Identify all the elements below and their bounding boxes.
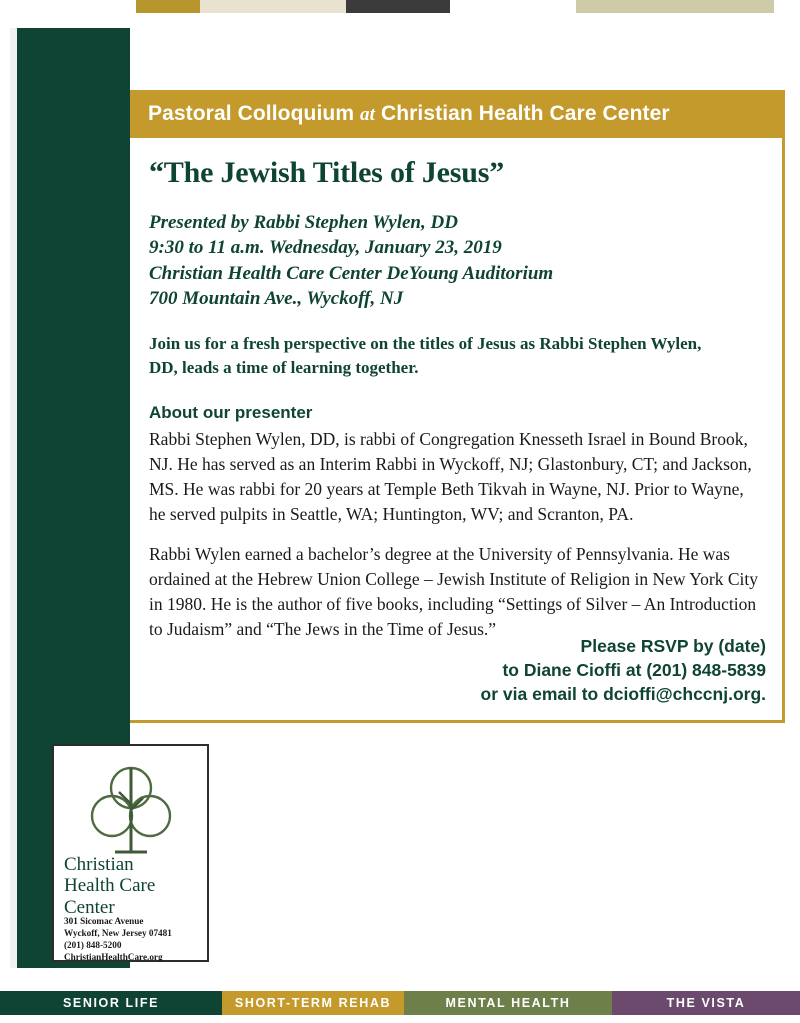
logo-website[interactable]: ChristianHealthCare.org	[64, 952, 163, 963]
flyer-header-text	[130, 102, 670, 126]
trefoil-tree-logo-icon	[79, 758, 183, 859]
event-time-line: 9:30 to 11 a.m. Wednesday, January 23, 2019	[149, 237, 502, 259]
logo-name-line-2: Health Care	[64, 875, 156, 897]
event-venue-line: Christian Health Care Center DeYoung Auditorium	[149, 262, 554, 284]
flyer-card	[130, 90, 785, 723]
logo-name-line-3: Center	[64, 896, 115, 918]
rsvp-line-1: Please RSVP by (date)	[580, 635, 766, 656]
top-strip-gold-segment	[136, 0, 200, 13]
flyer-header-lead: Pastoral Colloquium	[148, 102, 355, 125]
about-paragraph-2: Rabbi Wylen earned a bachelor’s degree at the University of Pennsylvania. He was ordained at the Hebrew Union College – Jewish Institute of Religion in New York City in 1980. He is the author of five books, including “Settings of Silver – An Introduction to Judaism” and “The Jews in the Time of Jesus.”	[149, 544, 759, 639]
top-strip-dark-segment	[346, 0, 450, 13]
logo-organization-name	[64, 854, 155, 918]
flyer-header-connector: at	[360, 104, 376, 125]
rsvp-line-3: or via email to dcioffi@chccnj.org.	[480, 683, 766, 704]
footer-item-the-vista[interactable]: THE VISTA	[612, 991, 800, 1015]
top-decorative-strip	[0, 0, 800, 18]
presenter-line: Presented by Rabbi Stephen Wylen, DD	[149, 212, 458, 233]
organization-logo-box	[52, 744, 209, 962]
logo-address-street: 301 Sicomac Avenue	[64, 916, 144, 926]
rsvp-line-2: to Diane Cioffi at (201) 848-5839	[502, 659, 766, 680]
logo-phone: (201) 848-5200	[64, 940, 122, 951]
footer-bottom-spacer	[0, 1015, 800, 1023]
about-paragraph-1: Rabbi Stephen Wylen, DD, is rabbi of Congregation Knesseth Israel in Bound Brook, NJ. He has served as an Interim Rabbi in Wyckoff, NJ; Glastonbury, CT; and Jackson, MS. He was rabbi for 20 years at Temple Beth Tikvah in Wayne, NJ. Prior to Wayne, he served pulpits in Seattle, WA; Huntington, WV; and Scranton, PA.	[149, 429, 752, 524]
logo-address-block	[64, 915, 172, 964]
logo-address-city: Wyckoff, New Jersey 07481	[64, 928, 172, 939]
flyer-header-trail: Christian Health Care Center	[380, 102, 670, 125]
footer-item-short-term-rehab[interactable]: SHORT-TERM REHAB	[222, 991, 404, 1015]
top-strip-cream-segment-2	[576, 0, 774, 13]
invitation-text: Join us for a fresh perspective on the titles of Jesus as Rabbi Stephen Wylen, DD, leads a time of learning together.	[149, 333, 702, 378]
event-details	[149, 210, 762, 312]
event-address-line: 700 Mountain Ave., Wyckoff, NJ	[149, 288, 404, 310]
flyer-header-bar	[130, 90, 782, 138]
top-strip-cream-segment	[200, 0, 346, 13]
about-presenter-heading: About our presenter	[149, 403, 313, 423]
footer-item-mental-health[interactable]: MENTAL HEALTH	[404, 991, 612, 1015]
event-title: “The Jewish Titles of Jesus”	[149, 156, 505, 189]
flyer-body	[130, 138, 782, 658]
rsvp-block	[481, 634, 766, 706]
footer-item-senior-life[interactable]: SENIOR LIFE	[0, 991, 222, 1015]
footer-service-bar	[0, 991, 800, 1015]
logo-name-line-1: Christian	[64, 854, 134, 875]
